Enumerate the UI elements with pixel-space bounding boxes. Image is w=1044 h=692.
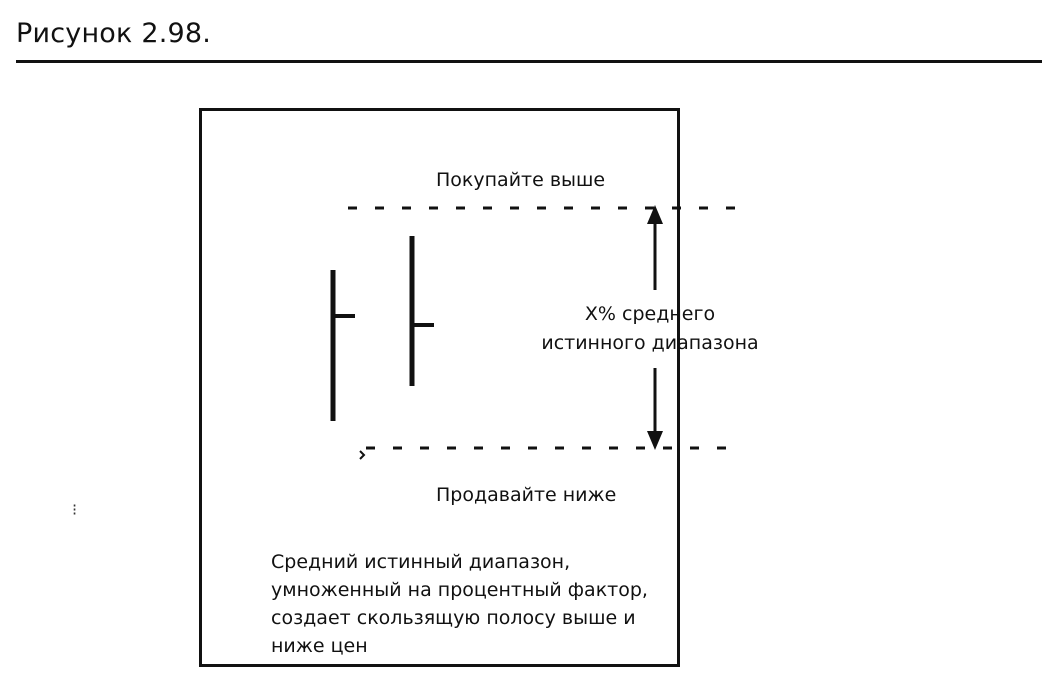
price-bar-1 bbox=[333, 270, 355, 421]
range-label-line-1: X% среднего bbox=[584, 303, 716, 325]
range-label-line-2: истинного диапазона bbox=[541, 332, 759, 354]
range-percent-label bbox=[500, 300, 800, 358]
scan-artifact: ⁝ bbox=[72, 500, 78, 519]
range-arrow-down-head bbox=[647, 431, 663, 450]
price-bar-2 bbox=[412, 236, 434, 386]
buy-above-label: Покупайте выше bbox=[436, 169, 606, 191]
diagram-note: Средний истинный диапазон, умноженный на процентный фактор, создает скользящую полосу выше и ниже цен bbox=[271, 551, 648, 657]
sell-below-label: Продавайте ниже bbox=[436, 484, 617, 506]
band-marker bbox=[360, 451, 364, 459]
figure-caption: Рисунок 2.98. bbox=[16, 18, 212, 49]
